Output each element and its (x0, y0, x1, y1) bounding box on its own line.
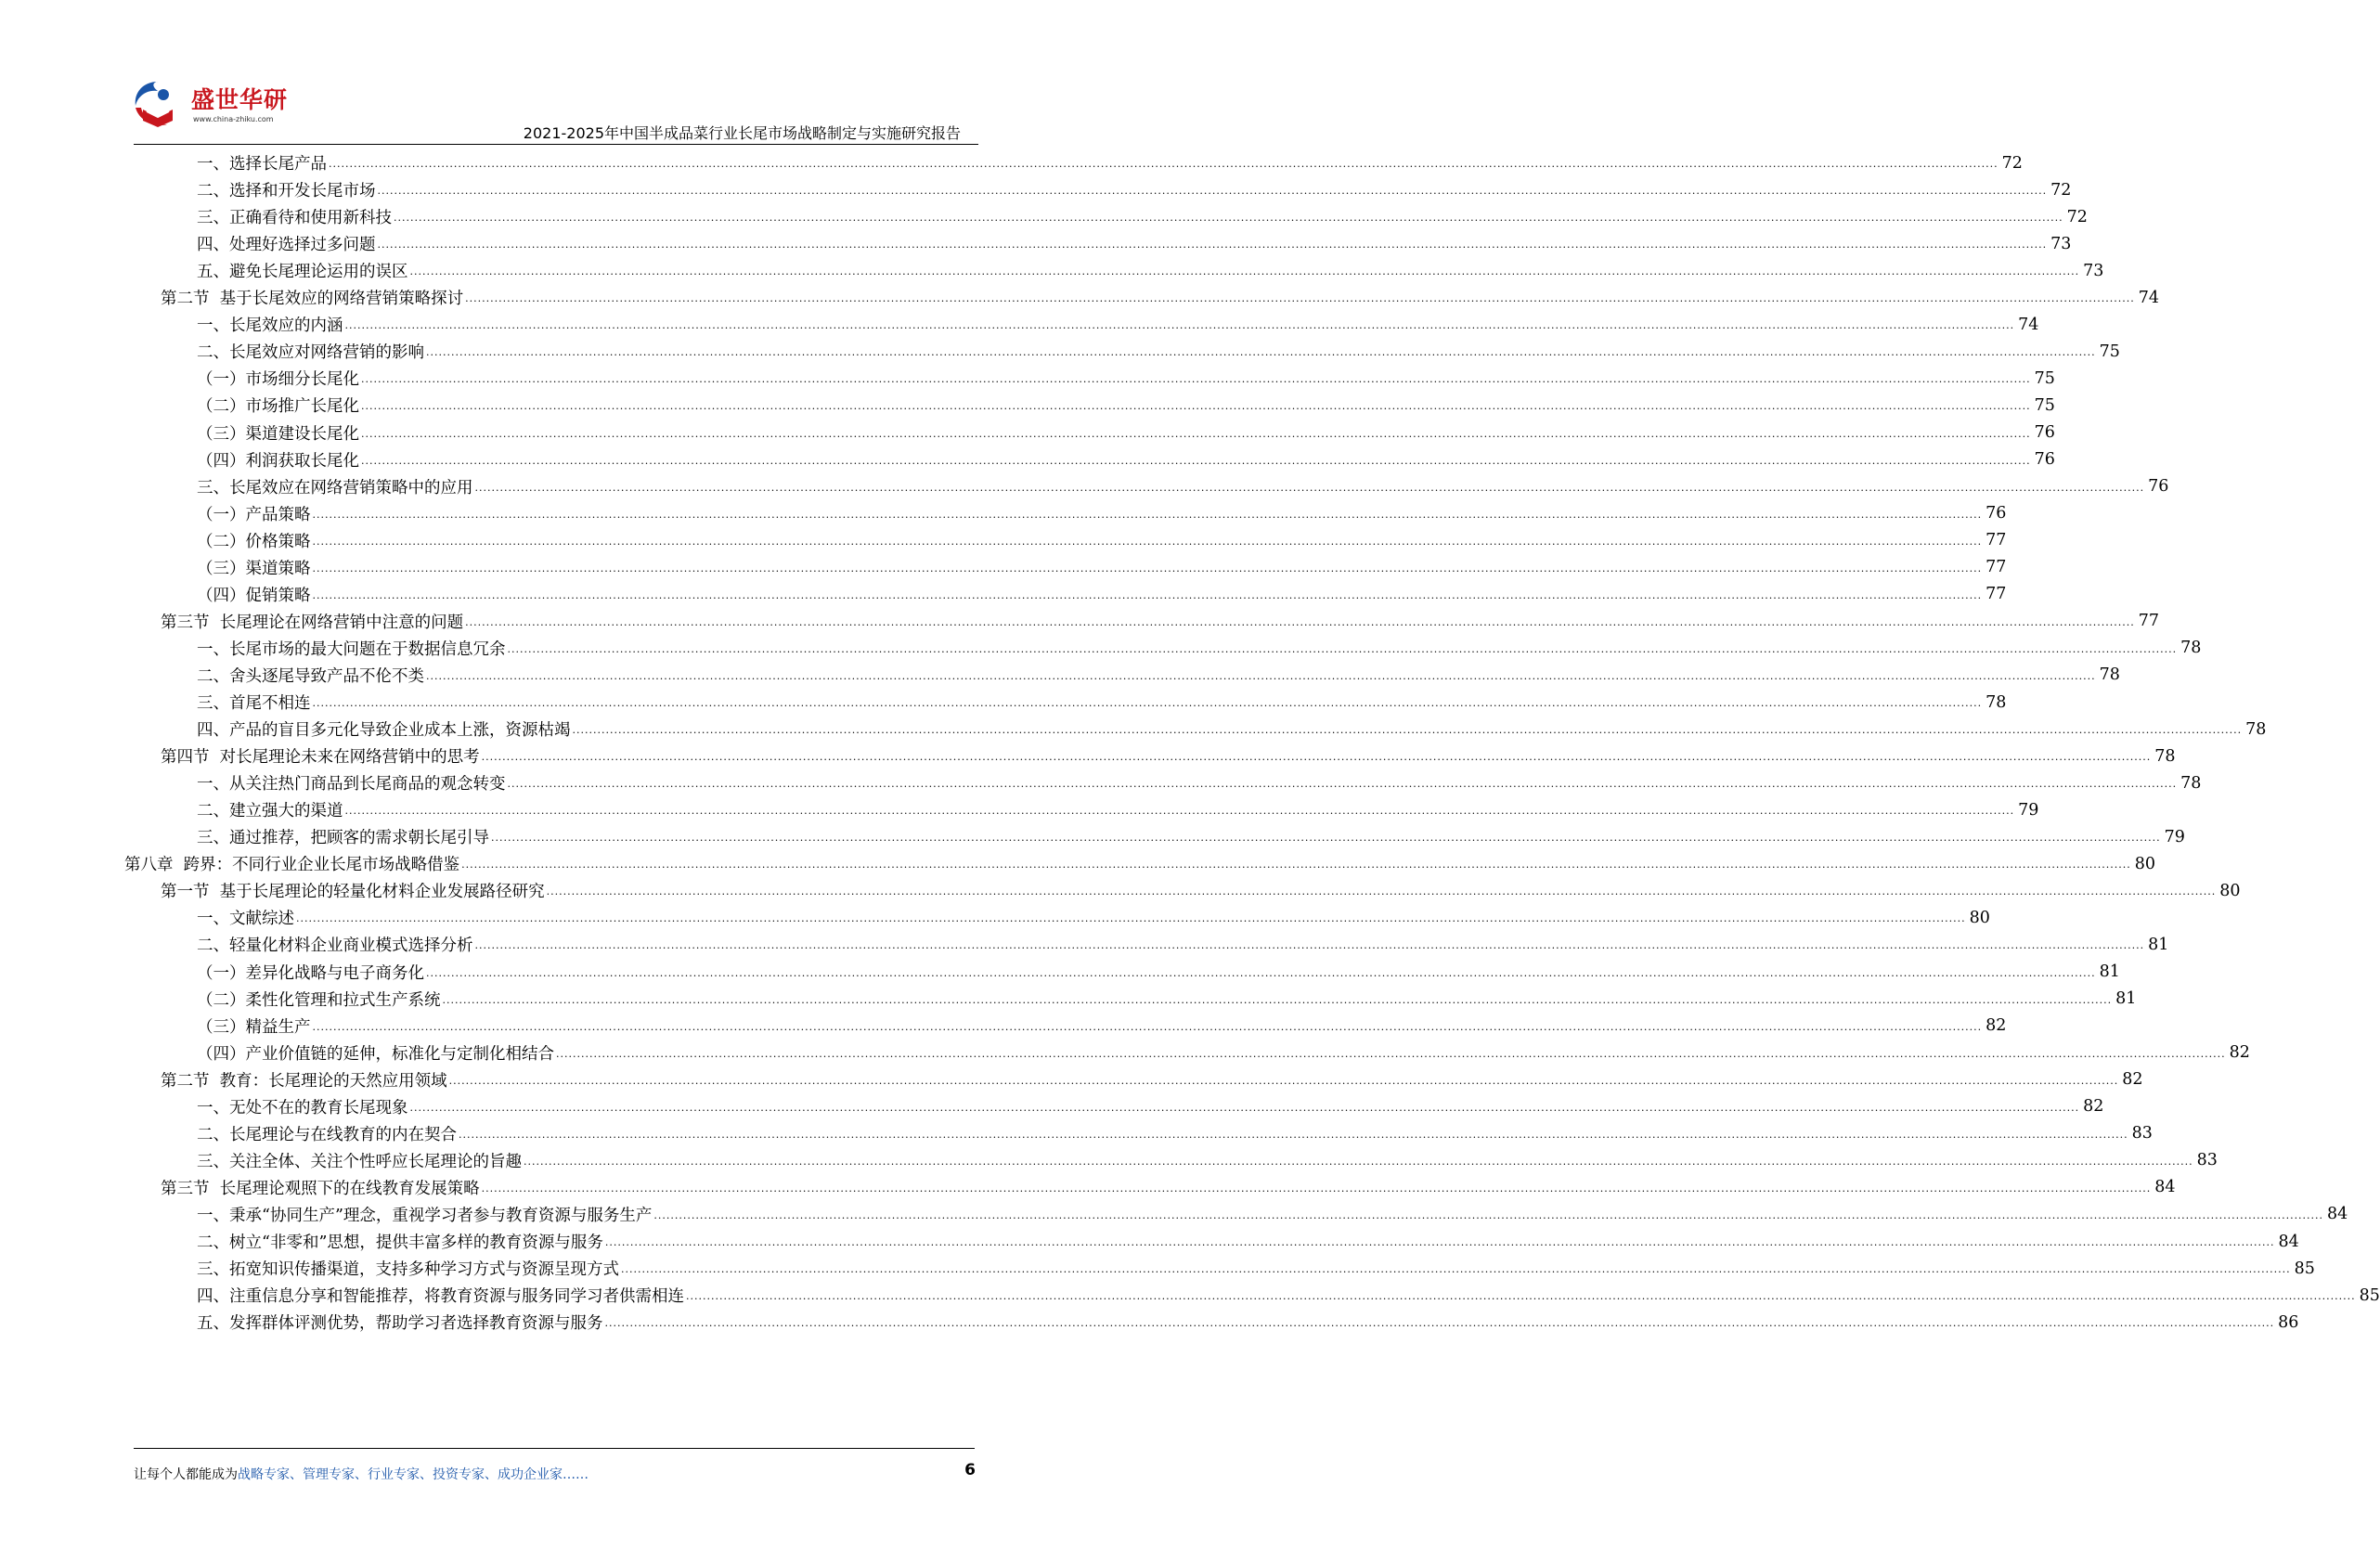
header-divider (134, 144, 978, 145)
toc-entry[interactable] (197, 769, 2202, 797)
page-number: 6 (964, 1461, 976, 1479)
toc-entry[interactable] (161, 283, 2160, 312)
footer-slogan (134, 1465, 589, 1483)
toc-entry[interactable] (197, 958, 2120, 987)
toc-leader-dots: ................................................................................................................................................................................................................................................................................................................................................................................................................ (409, 265, 2080, 278)
toc-entry-label: 二、舍头逐尾导致产品不伦不类 (197, 666, 424, 686)
toc-leader-dots: ................................................................................................................................................................................................................................................................................................................................................................................................................ (312, 1020, 1983, 1033)
toc-entry-page: 76 (2034, 450, 2055, 470)
toc-entry-page: 77 (2138, 612, 2160, 631)
toc-entry[interactable] (197, 553, 2007, 582)
toc-entry-label: （二）柔性化管理和拉式生产系统 (197, 990, 441, 1010)
toc-entry-label: 三、首尾不相连 (197, 694, 311, 713)
toc-entry-label: 二、长尾效应对网络营销的影响 (197, 343, 424, 363)
toc-entry[interactable] (197, 795, 2039, 824)
toc-entry-page: 82 (2229, 1043, 2250, 1063)
toc-leader-dots: ................................................................................................................................................................................................................................................................................................................................................................................................................ (474, 481, 2145, 494)
toc-entry[interactable] (197, 661, 2120, 690)
toc-entry-label: 第三节 长尾理论观照下的在线教育发展策略 (161, 1179, 480, 1198)
toc-leader-dots: ................................................................................................................................................................................................................................................................................................................................................................................................................ (621, 1263, 2291, 1276)
toc-entry-page: 78 (2180, 639, 2202, 658)
toc-entry-page: 79 (2018, 800, 2039, 820)
toc-entry[interactable] (197, 364, 2055, 393)
toc-entry-label: （四）利润获取长尾化 (197, 451, 359, 471)
toc-entry-label: 一、长尾市场的最大问题在于数据信息冗余 (197, 639, 506, 659)
toc-leader-dots: ................................................................................................................................................................................................................................................................................................................................................................................................................ (442, 993, 2113, 1006)
toc-entry-label: 二、建立强大的渠道 (197, 802, 343, 821)
toc-entry-page: 77 (1985, 558, 2007, 577)
toc-entry-label: 第一节 基于长尾理论的轻量化材料企业发展路径研究 (161, 883, 545, 902)
toc-entry-label: 第二节 教育：长尾理论的天然应用领域 (161, 1071, 447, 1091)
toc-leader-dots: ................................................................................................................................................................................................................................................................................................................................................................................................................ (556, 1047, 2226, 1060)
toc-entry-page: 82 (2083, 1097, 2104, 1117)
toc-entry[interactable] (161, 742, 2176, 770)
toc-leader-dots: ................................................................................................................................................................................................................................................................................................................................................................................................................ (465, 615, 2135, 628)
toc-entry-page: 73 (2050, 234, 2072, 253)
toc-entry-page: 85 (2294, 1259, 2315, 1278)
toc-leader-dots: ................................................................................................................................................................................................................................................................................................................................................................................................................ (361, 373, 2031, 386)
toc-entry[interactable] (197, 634, 2202, 663)
toc-leader-dots: ................................................................................................................................................................................................................................................................................................................................................................................................................ (461, 859, 2131, 872)
toc-entry[interactable] (197, 1039, 2250, 1067)
toc-leader-dots: ................................................................................................................................................................................................................................................................................................................................................................................................................ (312, 508, 1983, 521)
toc-entry-page: 78 (2245, 719, 2267, 739)
toc-entry-label: 三、正确看待和使用新科技 (197, 209, 392, 228)
toc-entry-label: 第八章 跨界：不同行业企业长尾市场战略借鉴 (124, 856, 460, 875)
toc-leader-dots: ................................................................................................................................................................................................................................................................................................................................................................................................................ (344, 319, 2015, 332)
toc-entry-page: 85 (2359, 1285, 2380, 1305)
toc-leader-dots: ................................................................................................................................................................................................................................................................................................................................................................................................................ (312, 588, 1983, 601)
logo-url: www.china-zhiku.com (193, 115, 274, 123)
toc-entry[interactable] (197, 149, 2023, 177)
toc-entry-label: （一）差异化战略与电子商务化 (197, 963, 424, 983)
toc-entry-page: 76 (2148, 477, 2169, 497)
toc-leader-dots: ................................................................................................................................................................................................................................................................................................................................................................................................................ (507, 778, 2178, 791)
toc-leader-dots: ................................................................................................................................................................................................................................................................................................................................................................................................................ (686, 1290, 2356, 1303)
toc-entry[interactable] (197, 446, 2055, 474)
toc-entry-label: （三）渠道建设长尾化 (197, 424, 359, 444)
footer-prefix: 让每个人都能成为 (134, 1467, 238, 1482)
toc-entry-label: （三）渠道策略 (197, 559, 311, 578)
toc-leader-dots: ................................................................................................................................................................................................................................................................................................................................................................................................................ (361, 454, 2031, 467)
toc-leader-dots: ................................................................................................................................................................................................................................................................................................................................................................................................................ (604, 1236, 2275, 1248)
toc-entry-label: 一、选择长尾产品 (197, 155, 327, 174)
toc-entry-label: 一、长尾效应的内涵 (197, 316, 343, 336)
toc-leader-dots: ................................................................................................................................................................................................................................................................................................................................................................................................................ (426, 966, 2096, 979)
toc-entry-page: 76 (1985, 504, 2007, 523)
toc-entry[interactable] (197, 202, 2088, 231)
toc-entry-label: 一、无处不在的教育长尾现象 (197, 1098, 408, 1117)
toc-leader-dots: ................................................................................................................................................................................................................................................................................................................................................................................................................ (426, 669, 2096, 682)
toc-entry-page: 77 (1985, 531, 2007, 550)
toc-leader-dots: ................................................................................................................................................................................................................................................................................................................................................................................................................ (409, 1101, 2080, 1114)
toc-entry-page: 81 (2099, 962, 2120, 981)
report-title: 2021-2025年中国半成品菜行业长尾市场战略制定与实施研究报告 (523, 124, 961, 142)
toc-entry-page: 84 (2278, 1232, 2299, 1251)
toc-entry-label: （四）促销策略 (197, 586, 311, 605)
toc-leader-dots: ................................................................................................................................................................................................................................................................................................................................................................................................................ (459, 1128, 2128, 1141)
toc-entry[interactable] (161, 1173, 2176, 1202)
toc-entry-label: 三、拓宽知识传播渠道，支持多种学习方式与资源呈现方式 (197, 1260, 619, 1280)
logo-name: 盛世华研 (191, 86, 289, 113)
toc-entry-label: （一）产品策略 (197, 505, 311, 524)
toc-entry[interactable] (197, 1012, 2007, 1040)
toc-entry-label: 三、长尾效应在网络营销策略中的应用 (197, 478, 473, 497)
toc-entry-page: 72 (2001, 153, 2023, 173)
toc-leader-dots: ................................................................................................................................................................................................................................................................................................................................................................................................................ (572, 724, 2243, 737)
toc-entry[interactable] (197, 499, 2007, 528)
toc-leader-dots: ................................................................................................................................................................................................................................................................................................................................................................................................................ (296, 912, 1966, 925)
toc-leader-dots: ................................................................................................................................................................................................................................................................................................................................................................................................................ (474, 939, 2145, 952)
toc-entry-label: 四、产品的盲目多元化导致企业成本上涨，资源枯竭 (197, 721, 571, 741)
toc-leader-dots: ................................................................................................................................................................................................................................................................................................................................................................................................................ (524, 1155, 2193, 1168)
toc-leader-dots: ................................................................................................................................................................................................................................................................................................................................................................................................................ (426, 346, 2096, 359)
toc-entry-label: 二、选择和开发长尾市场 (197, 182, 376, 201)
toc-entry-page: 74 (2018, 315, 2039, 334)
toc-entry[interactable] (197, 472, 2169, 501)
footer-highlight: 战略专家、管理专家、行业专家、投资专家、成功企业家 (238, 1467, 563, 1482)
toc-leader-dots: ................................................................................................................................................................................................................................................................................................................................................................................................................ (465, 292, 2135, 305)
toc-entry-page: 84 (2154, 1178, 2176, 1197)
toc-entry-label: 第四节 对长尾理论未来在网络营销中的思考 (161, 748, 480, 768)
toc-entry-page: 76 (2034, 423, 2055, 442)
toc-entry[interactable] (197, 310, 2039, 339)
toc-leader-dots: ................................................................................................................................................................................................................................................................................................................................................................................................................ (394, 212, 2063, 225)
toc-leader-dots: ................................................................................................................................................................................................................................................................................................................................................................................................................ (377, 185, 2048, 198)
toc-entry-page: 79 (2164, 827, 2185, 846)
toc-entry[interactable] (197, 688, 2007, 717)
toc-entry-page: 75 (2099, 342, 2120, 361)
toc-entry-label: 三、通过推荐，把顾客的需求朝长尾引导 (197, 829, 489, 848)
toc-entry[interactable] (197, 715, 2267, 743)
toc-leader-dots: ................................................................................................................................................................................................................................................................................................................................................................................................................ (604, 1317, 2275, 1330)
toc-entry-page: 78 (2099, 665, 2120, 685)
toc-entry-label: 二、轻量化材料企业商业模式选择分析 (197, 937, 473, 956)
toc-leader-dots: ................................................................................................................................................................................................................................................................................................................................................................................................................ (546, 885, 2217, 898)
toc-entry-label: 三、关注全体、关注个性呼应长尾理论的旨趣 (197, 1152, 522, 1171)
toc-entry[interactable] (197, 930, 2169, 959)
toc-entry-page: 72 (2050, 180, 2072, 200)
toc-entry-label: 第二节 基于长尾效应的网络营销策略探讨 (161, 290, 464, 309)
toc-entry[interactable] (197, 1281, 2380, 1310)
toc-entry[interactable] (197, 175, 2072, 204)
company-logo (130, 76, 316, 132)
toc-entry-label: 四、注重信息分享和智能推荐，将教育资源与服务同学习者供需相连 (197, 1287, 684, 1307)
toc-entry-label: 四、处理好选择过多问题 (197, 236, 376, 255)
toc-entry-page: 80 (2219, 881, 2241, 900)
toc-entry-label: 一、文献综述 (197, 910, 294, 929)
toc-entry-page: 82 (2122, 1070, 2143, 1090)
toc-entry-label: 五、发挥群体评测优势，帮助学习者选择教育资源与服务 (197, 1314, 603, 1334)
toc-entry-page: 81 (2148, 935, 2169, 954)
toc-entry[interactable] (197, 419, 2055, 447)
toc-entry[interactable] (161, 876, 2241, 905)
toc-entry-page: 80 (2134, 854, 2156, 873)
toc-entry[interactable] (197, 229, 2072, 258)
toc-entry[interactable] (197, 985, 2137, 1014)
toc-entry-label: （三）精益生产 (197, 1017, 311, 1037)
toc-entry[interactable] (197, 391, 2055, 420)
toc-entry-label: 二、树立“非零和”思想，提供丰富多样的教育资源与服务 (197, 1234, 603, 1252)
toc-leader-dots: ................................................................................................................................................................................................................................................................................................................................................................................................................ (481, 1182, 2152, 1195)
toc-entry-label: （四）产业价值链的延伸，标准化与定制化相结合 (197, 1044, 554, 1064)
toc-entry[interactable] (197, 337, 2120, 366)
toc-entry-page: 72 (2066, 207, 2088, 226)
toc-entry[interactable] (197, 1119, 2153, 1148)
toc-leader-dots: ................................................................................................................................................................................................................................................................................................................................................................................................................ (312, 562, 1983, 575)
toc-leader-dots: ................................................................................................................................................................................................................................................................................................................................................................................................................ (361, 400, 2031, 413)
toc-entry-label: 五、避免长尾理论运用的误区 (197, 263, 408, 282)
toc-leader-dots: ................................................................................................................................................................................................................................................................................................................................................................................................................ (507, 642, 2178, 655)
toc-entry-page: 81 (2115, 989, 2137, 1009)
toc-entry[interactable] (197, 1146, 2218, 1175)
toc-entry[interactable] (197, 256, 2104, 285)
toc-entry-page: 86 (2278, 1312, 2299, 1332)
toc-entry-label: 二、长尾理论与在线教育的内在契合 (197, 1125, 457, 1144)
toc-entry[interactable] (161, 607, 2160, 636)
footer-divider (134, 1448, 975, 1449)
toc-entry-page: 73 (2083, 261, 2104, 280)
toc-entry[interactable] (197, 1254, 2315, 1283)
toc-entry[interactable] (197, 580, 2007, 609)
toc-entry-page: 83 (2131, 1124, 2153, 1143)
toc-entry-page: 83 (2196, 1151, 2218, 1170)
toc-entry-page: 77 (1985, 585, 2007, 604)
toc-entry-label: 一、秉承“协同生产”理念，重视学习者参与教育资源与服务生产 (197, 1206, 653, 1225)
toc-entry-label: 一、从关注热门商品到长尾商品的观念转变 (197, 775, 506, 794)
toc-leader-dots: ................................................................................................................................................................................................................................................................................................................................................................................................................ (329, 158, 1998, 170)
toc-leader-dots: ................................................................................................................................................................................................................................................................................................................................................................................................................ (448, 1074, 2119, 1087)
toc-entry-page: 84 (2327, 1205, 2348, 1224)
toc-entry-page: 75 (2034, 395, 2055, 415)
toc-entry[interactable] (197, 822, 2185, 851)
toc-leader-dots: ................................................................................................................................................................................................................................................................................................................................................................................................................ (312, 535, 1983, 548)
toc-entry[interactable] (197, 903, 1990, 932)
toc-leader-dots: ................................................................................................................................................................................................................................................................................................................................................................................................................ (377, 239, 2048, 252)
toc-entry-label: （二）市场推广长尾化 (197, 397, 359, 417)
toc-leader-dots: ................................................................................................................................................................................................................................................................................................................................................................................................................ (344, 805, 2015, 818)
toc-entry-page: 78 (2180, 773, 2202, 793)
toc-leader-dots: ................................................................................................................................................................................................................................................................................................................................................................................................................ (481, 751, 2152, 764)
footer-suffix: …… (563, 1467, 589, 1482)
toc-entry-page: 78 (1985, 692, 2007, 712)
toc-entry[interactable] (124, 849, 2156, 878)
toc-leader-dots: ................................................................................................................................................................................................................................................................................................................................................................................................................ (312, 697, 1983, 709)
toc-leader-dots: ................................................................................................................................................................................................................................................................................................................................................................................................................ (361, 427, 2031, 440)
toc-entry[interactable] (197, 1200, 2348, 1229)
toc-entry[interactable] (197, 1092, 2104, 1121)
toc-entry-page: 74 (2138, 288, 2160, 307)
toc-entry[interactable] (161, 1066, 2143, 1094)
toc-leader-dots: ................................................................................................................................................................................................................................................................................................................................................................................................................ (653, 1208, 2324, 1221)
logo-emblem-icon (130, 76, 189, 132)
toc-entry-page: 80 (1969, 908, 1990, 927)
toc-entry[interactable] (197, 1227, 2299, 1256)
toc-leader-dots: ................................................................................................................................................................................................................................................................................................................................................................................................................ (491, 832, 2161, 845)
toc-entry-page: 78 (2154, 746, 2176, 766)
toc-entry[interactable] (197, 526, 2007, 555)
toc-entry-page: 82 (1985, 1016, 2007, 1036)
toc-entry-label: （一）市场细分长尾化 (197, 370, 359, 390)
toc-entry[interactable] (197, 1308, 2299, 1337)
toc-entry-label: （二）价格策略 (197, 532, 311, 551)
toc-entry-label: 第三节 长尾理论在网络营销中注意的问题 (161, 613, 464, 632)
toc-entry-page: 75 (2034, 368, 2055, 388)
